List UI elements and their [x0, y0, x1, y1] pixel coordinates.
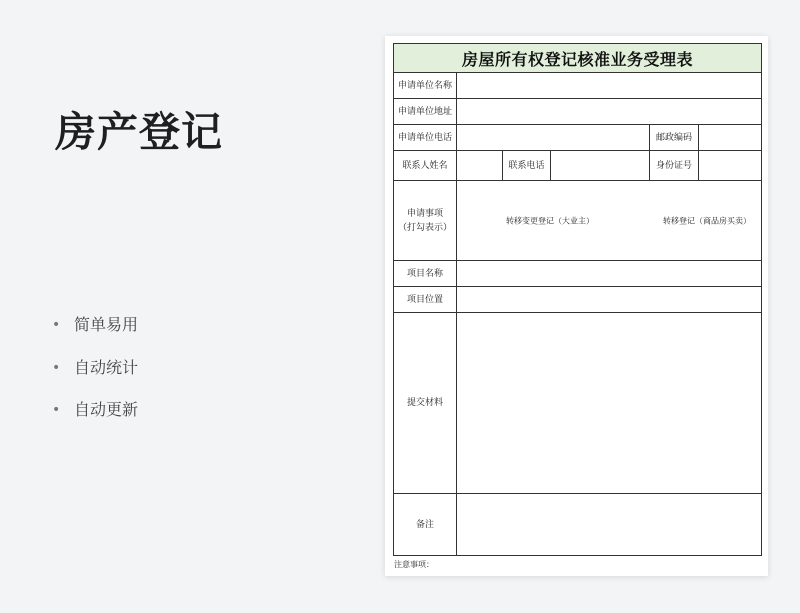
bullet-icon: • [52, 402, 61, 418]
matter-option-transfer-major-owner[interactable]: 转移变更登记（大业主） [506, 216, 594, 225]
feature-item [52, 357, 138, 400]
feature-list [52, 314, 138, 442]
id-number-field[interactable] [699, 151, 762, 181]
project-name-field[interactable] [457, 261, 762, 287]
remarks-label: 备注 [394, 494, 457, 556]
feature-label: 自动更新 [74, 400, 139, 419]
feature-item [52, 399, 138, 442]
contact-name-field[interactable] [457, 151, 503, 181]
id-number-label: 身份证号 [650, 151, 699, 181]
project-name-label: 项目名称 [394, 261, 457, 287]
applicant-phone-label: 申请单位电话 [394, 125, 457, 151]
feature-item [52, 314, 138, 357]
note-label: 注意事项： [394, 560, 434, 569]
feature-label: 简单易用 [74, 315, 139, 334]
contact-phone-label: 联系电话 [503, 151, 551, 181]
form-sheet-preview [385, 36, 768, 576]
project-location-label: 项目位置 [394, 287, 457, 313]
applicant-name-label: 申请单位名称 [394, 73, 457, 99]
bullet-icon: • [52, 317, 61, 333]
materials-field[interactable] [457, 313, 762, 494]
page-title: 房产登记 [55, 108, 223, 156]
applicant-phone-field[interactable] [457, 125, 650, 151]
applicant-name-field[interactable] [457, 73, 762, 99]
matter-option-transfer-commercial[interactable]: 转移登记（商品房买卖） [663, 216, 751, 225]
feature-label: 自动统计 [74, 357, 139, 377]
applicant-address-field[interactable] [457, 99, 762, 125]
matters-label [394, 181, 457, 261]
registration-form-table [393, 43, 762, 556]
contact-name-label: 联系人姓名 [394, 151, 457, 181]
bullet-icon: • [52, 359, 61, 376]
matters-label-line2: （打勾表示） [397, 222, 452, 233]
postcode-label: 邮政编码 [650, 125, 699, 151]
applicant-address-label: 申请单位地址 [394, 99, 457, 125]
contact-phone-field[interactable] [551, 151, 650, 181]
postcode-field[interactable] [699, 125, 762, 151]
materials-label: 提交材料 [394, 313, 457, 494]
project-location-field[interactable] [457, 287, 762, 313]
matters-options [457, 181, 762, 261]
form-title: 房屋所有权登记核准业务受理表 [394, 44, 762, 73]
matters-label-line1: 申请事项 [406, 208, 443, 219]
remarks-field[interactable] [457, 494, 762, 556]
